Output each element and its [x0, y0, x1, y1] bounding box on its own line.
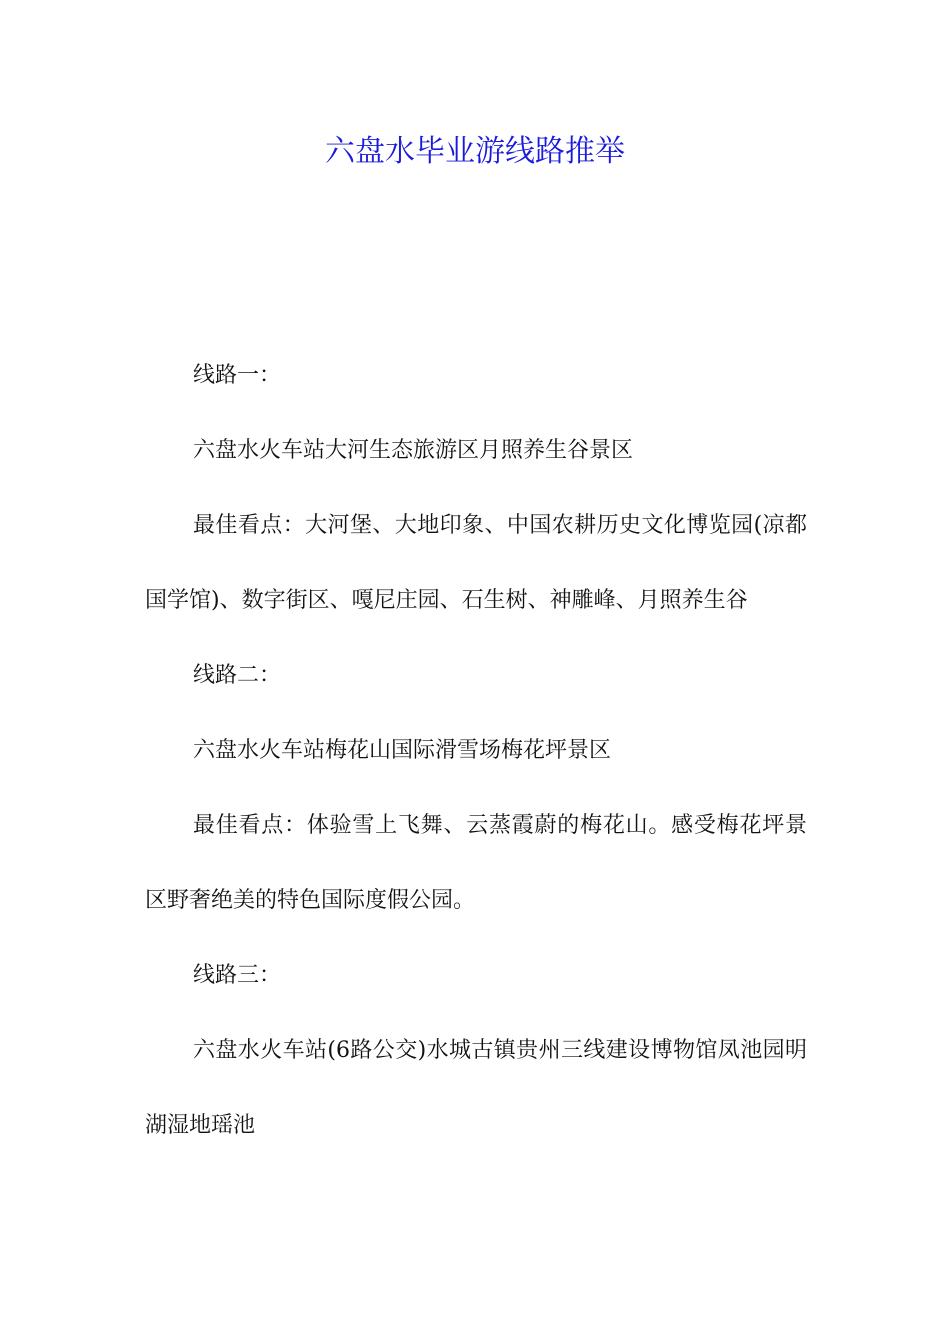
- route-2-path: 六盘水火车站梅花山国际滑雪场梅花坪景区: [193, 738, 612, 763]
- document-body: [145, 338, 807, 1163]
- route-2-heading: 线路二：: [193, 663, 282, 688]
- route-1-heading: 线路一：: [193, 363, 282, 388]
- route-1-highlights: 最佳看点：大河堡、大地印象、中国农耕历史文化博览园(凉都国学馆)、数字街区、嘎尼庄园、石生树、神雕峰、月照养生谷: [145, 513, 807, 613]
- route-3-heading: 线路三：: [193, 963, 282, 988]
- route-1-path: 六盘水火车站大河生态旅游区月照养生谷景区: [193, 438, 634, 463]
- route-3-path: 六盘水火车站(6路公交)水城古镇贵州三线建设博物馆凤池园明湖湿地瑶池: [145, 1038, 807, 1138]
- route-2-highlights: 最佳看点：体验雪上飞舞、云蒸霞蔚的梅花山。感受梅花坪景区野奢绝美的特色国际度假公园。: [145, 813, 807, 913]
- document-title: 六盘水毕业游线路推举: [325, 134, 625, 169]
